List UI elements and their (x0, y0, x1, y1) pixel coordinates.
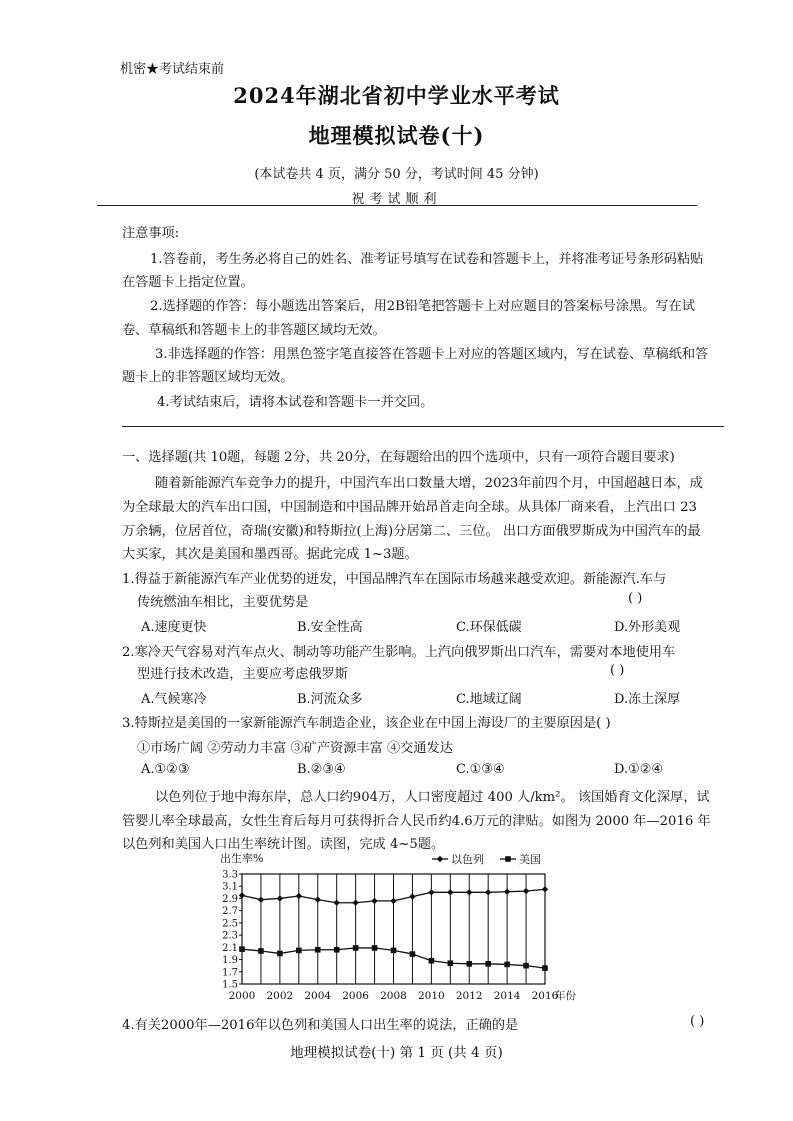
y-tick-label: 2.9 (222, 893, 238, 905)
x-tick-label: 2016 (531, 990, 559, 1002)
data-point (429, 958, 435, 964)
data-point (296, 948, 302, 954)
data-point (466, 889, 472, 895)
exam-info: (本试卷共 4 页，满分 50 分，考试时间 45 分钟) (254, 167, 539, 182)
legend-marker (505, 856, 511, 862)
page-footer: 地理模拟试卷(十) 第 1 页 (共 4 页) (290, 1045, 503, 1061)
data-point (352, 900, 358, 906)
confidentiality-label: 机密★考试结束前 (120, 62, 225, 77)
notice-line: 1.答卷前，考生务必将自己的姓名、准考证号填写在试卷和答题卡上，并将准考证号条形码粘贴 (150, 252, 704, 267)
x-tick-label: 2008 (380, 990, 407, 1002)
data-point (542, 886, 548, 892)
data-point (523, 963, 529, 969)
y-tick-label: 2.3 (222, 930, 238, 942)
passage-line: 大买家，其次是美国和墨西哥。据此完成 1~3题。 (122, 547, 418, 562)
legend-label: 美国 (519, 853, 541, 866)
x-tick-label: 2006 (342, 990, 369, 1002)
question-2-stem: 型进行技术改造，主要应考虑俄罗斯 (137, 667, 348, 682)
y-tick-label: 3.3 (222, 869, 238, 881)
answer-bracket: ( ) (610, 663, 625, 678)
option-a: A.气候寒冷 (141, 692, 207, 707)
data-point (390, 898, 396, 904)
data-point (391, 948, 397, 954)
option-c: C.①③④ (456, 762, 505, 777)
data-point (315, 947, 321, 953)
passage-line: 随着新能源汽车竞争力的提升，中国汽车出口数量大增，2023年前四个月，中国超越日本，成 (155, 476, 703, 491)
passage-line: 以色列和美国人口出生率统计图。读图，完成 4~5题。 (122, 837, 445, 852)
option-c: C.环保低碳 (456, 620, 522, 635)
blessing-text: 祝考试顺利 (351, 192, 442, 207)
option-b: B.安全性高 (297, 620, 363, 635)
x-axis-label: 年份 (555, 990, 576, 1002)
question-2-stem: 2.寒冷天气容易对汽车点火、制动等功能产生影响。上汽向俄罗斯出口汽车，需要对本地使用车 (122, 645, 676, 660)
data-point (372, 945, 378, 951)
notice-line: 题卡上的非答题区域均无效。 (122, 370, 294, 385)
data-point (466, 961, 472, 967)
x-tick-label: 2000 (228, 990, 256, 1002)
notice-line: 4.考试结束后，请将本试卷和答题卡一并交回。 (157, 395, 434, 410)
x-tick-label: 2014 (493, 990, 521, 1002)
x-tick-label: 2012 (455, 990, 483, 1002)
question-3-stem: 3.特斯拉是美国的一家新能源汽车制造企业，该企业在中国上海设厂的主要原因是( ) (122, 716, 611, 731)
option-b: B.河流众多 (297, 692, 363, 707)
option-c: C.地域辽阔 (456, 692, 522, 707)
data-point (409, 893, 415, 899)
notice-line: 卷、草稿纸和答题卡上的非答题区域均无效。 (122, 323, 386, 338)
option-b: B.②③④ (297, 762, 346, 777)
x-tick-label: 2010 (418, 990, 445, 1002)
exam-title: 2024年湖北省初中学业水平考试 (233, 83, 560, 108)
data-point (447, 889, 453, 895)
y-tick-label: 1.7 (222, 967, 238, 979)
x-tick-label: 2002 (266, 990, 294, 1002)
answer-bracket: ( ) (628, 591, 643, 606)
passage-line: 管婴儿率全球最高，女性生育后每月可获得折合人民币约4.6万元的津贴。如图为 2000 年—2016 年 (122, 814, 711, 829)
option-a: A.速度更快 (141, 620, 207, 635)
data-point (485, 961, 491, 967)
y-tick-label: 2.7 (222, 906, 238, 918)
option-d: D.①②④ (614, 762, 664, 777)
question-1-stem: 1.得益于新能源汽车产业优势的迸发，中国品牌汽车在国际市场越来越受欢迎。新能源汽.车与 (122, 572, 667, 587)
y-tick-label: 3.1 (222, 881, 238, 893)
notice-line: 在答题卡上指定位置。 (122, 275, 254, 290)
y-tick-label: 2.1 (222, 942, 238, 954)
data-point (523, 888, 529, 894)
question-3-items: ①市场广阔 ②劳动力丰富 ③矿产资源丰富 ④交通发达 (137, 741, 453, 756)
data-point (333, 900, 339, 906)
data-point (410, 951, 416, 957)
notice-heading: 注意事项: (122, 226, 180, 241)
data-point (277, 895, 283, 901)
y-tick-label: 1.5 (222, 979, 238, 991)
notice-divider (122, 426, 724, 427)
y-tick-label: 1.9 (222, 955, 238, 967)
data-point (315, 896, 321, 902)
data-point (239, 946, 245, 952)
data-point (239, 892, 245, 898)
data-point (296, 893, 302, 899)
legend-marker (437, 856, 443, 862)
data-point (258, 896, 264, 902)
section-heading: 一、选择题(共 10题，每题 2分，共 20分，在每题给出的四个选项中，只有一项符合题目要求) (122, 450, 675, 465)
data-point (504, 889, 510, 895)
option-a: A.①②③ (141, 762, 190, 777)
passage-line: 以色列位于地中海东岸，总人口约904万，人口密度超过 400 人/km²。 该国婚育文化深厚，试 (155, 790, 710, 805)
option-d: D.冻土深厚 (614, 692, 681, 707)
data-point (258, 948, 264, 954)
passage-line: 万余辆，位居首位，奇瑞(安徽)和特斯拉(上海)分居第二、三位。 出口方面俄罗斯成为中国汽车的最 (122, 524, 701, 539)
y-axis-label: 出生率% (220, 852, 264, 865)
answer-bracket: ( ) (690, 1014, 705, 1029)
passage-line: 为全球最大的汽车出口国，中国制造和中国品牌开始昂首走向全球。从具体厂商来看，上汽出口 23 (122, 500, 697, 515)
birth-rate-chart (210, 850, 580, 1010)
notice-line: 2.选择题的作答：每小题选出答案后，用2B铅笔把答题卡上对应题目的答案标号涂黑。写在试 (150, 299, 695, 314)
x-tick-label: 2004 (304, 990, 332, 1002)
header-divider (97, 205, 697, 206)
notice-line: 3.非选择题的作答：用黑色签字笔直接答在答题卡上对应的答题区域内，写在试卷、草稿纸和答 (155, 347, 709, 362)
legend-label: 以色列 (451, 853, 484, 866)
data-point (485, 889, 491, 895)
data-point (334, 947, 340, 953)
option-d: D.外形美观 (614, 620, 681, 635)
data-point (448, 960, 454, 966)
question-1-stem: 传统燃油车相比，主要优势是 (137, 595, 309, 610)
exam-subtitle: 地理模拟试卷(十) (308, 123, 485, 148)
data-point (371, 898, 377, 904)
y-tick-label: 2.5 (222, 918, 238, 930)
data-point (542, 965, 548, 971)
data-point (504, 962, 510, 968)
data-point (353, 945, 359, 951)
data-point (277, 951, 283, 957)
data-point (428, 889, 434, 895)
question-4-stem: 4.有关2000年—2016年以色列和美国人口出生率的说法，正确的是 (122, 1018, 519, 1033)
